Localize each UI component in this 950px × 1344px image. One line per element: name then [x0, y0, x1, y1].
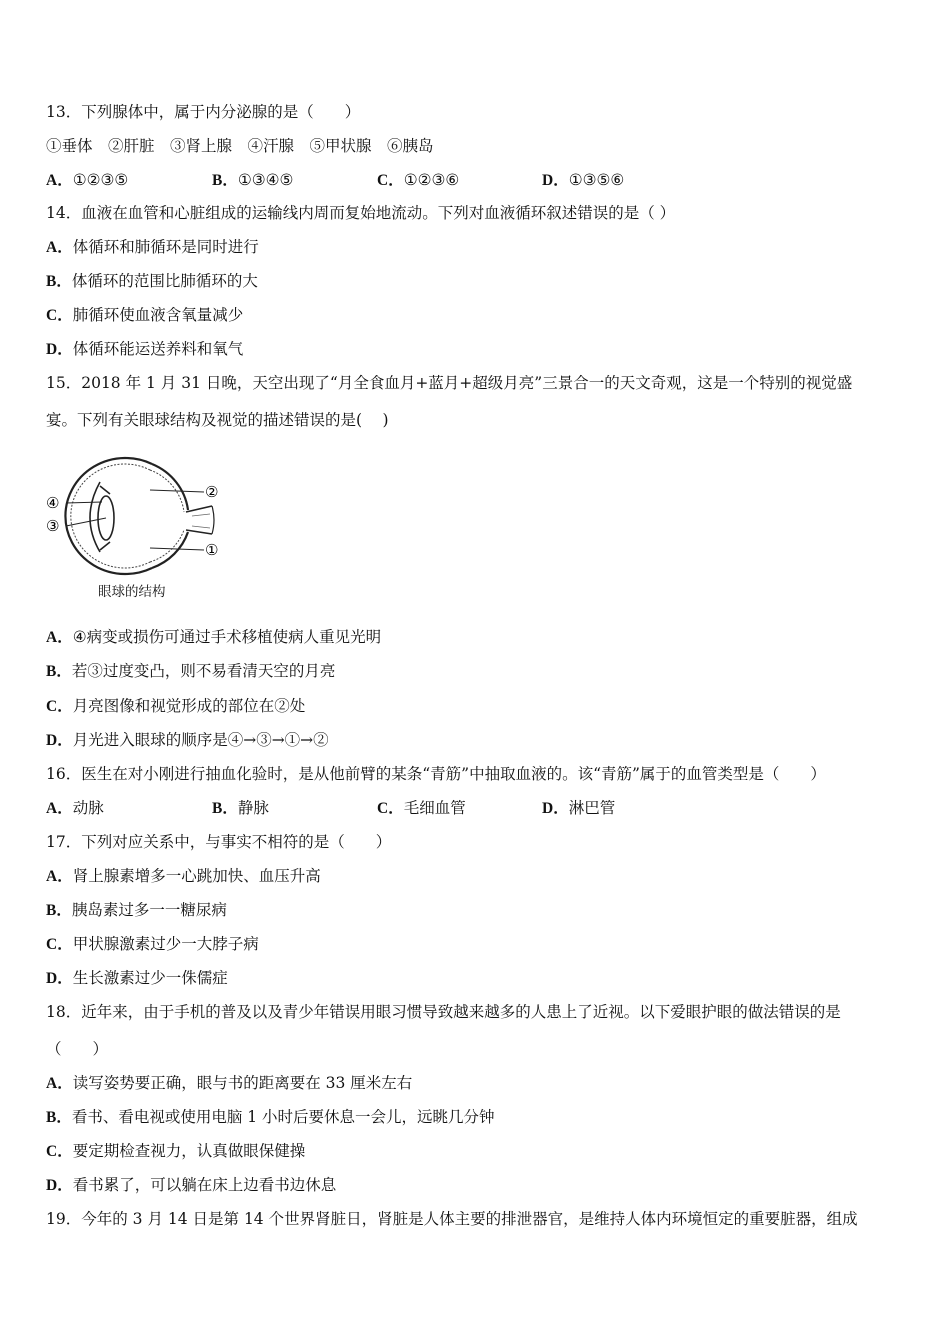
figure-caption: 眼球的结构: [98, 584, 166, 600]
q16-option-d: D．淋巴管: [542, 799, 616, 817]
q15-option-b: B．若③过度变凸，则不易看清天空的月亮: [46, 662, 336, 680]
q18-option-b: B．看书、看电视或使用电脑 1 小时后要休息一会儿，远眺几分钟: [46, 1108, 495, 1126]
eyeball-diagram: [40, 450, 240, 580]
q13-items: ①垂体 ②肝脏 ③肾上腺 ④汗腺 ⑤甲状腺 ⑥胰岛: [46, 137, 434, 155]
q17-option-c: C．甲状腺激素过少一大脖子病: [46, 935, 259, 953]
q17-option-a: A．肾上腺素增多一心跳加快、血压升高: [46, 867, 321, 885]
q16-option-c: C．毛细血管: [377, 799, 466, 817]
label-2: ②: [205, 483, 219, 501]
q13-option-c: C．①②③⑥: [377, 171, 460, 189]
retina-outline: [71, 464, 150, 568]
q17-option-d: D．生长激素过少一侏儒症: [46, 969, 228, 987]
q16-stem: 16．医生在对小刚进行抽血化验时，是从他前臂的某条“青筋”中抽取血液的。该“青筋”属于的血管类型是（ ）: [46, 765, 826, 783]
q14-option-c: C．肺循环使血液含氧量减少: [46, 306, 244, 324]
label-4: ④: [46, 494, 60, 512]
q14-option-d: D．体循环能运送养料和氧气: [46, 340, 244, 358]
q15-option-d: D．月光进入眼球的顺序是④→③→①→②: [46, 731, 329, 749]
q14-option-a: A．体循环和肺循环是同时进行: [46, 238, 259, 256]
label-3: ③: [46, 517, 60, 535]
q18-stem-line2: （ ）: [46, 1040, 109, 1058]
q15-option-a: A．④病变或损伤可通过手术移植使病人重见光明: [46, 628, 382, 646]
q14-option-b: B．体循环的范围比肺循环的大: [46, 272, 258, 290]
q18-option-d: D．看书累了，可以躺在床上边看书边休息: [46, 1176, 337, 1194]
q13-option-d: D．①③⑤⑥: [542, 171, 625, 189]
optic-nerve: [186, 506, 212, 534]
q13-option-a: A．①②③⑤: [46, 171, 129, 189]
q17-stem: 17．下列对应关系中，与事实不相符的是（ ）: [46, 833, 392, 851]
label-1: ①: [205, 541, 219, 559]
sclera-outline: [65, 458, 152, 574]
q14-stem: 14．血液在血管和心脏组成的运输线内周而复始地流动。下列对血液循环叙述错误的是（ ）: [46, 204, 676, 222]
q18-stem-line1: 18．近年来，由于手机的普及以及青少年错误用眼习惯导致越来越多的人患上了近视。以下爱眼护眼的做法错误的是: [46, 1003, 841, 1021]
q19-stem: 19．今年的 3 月 14 日是第 14 个世界肾脏日，肾脏是人体主要的排泄器官，是维持人体内环境恒定的重要脏器，组成: [46, 1210, 858, 1228]
q17-option-b: B．胰岛素过多一一糖尿病: [46, 901, 227, 919]
leader-4: [66, 502, 102, 503]
q16-option-a: A．动脉: [46, 799, 104, 817]
q15-stem-line1: 15．2018 年 1 月 31 日晚，天空出现了“月全食血月+蓝月+超级月亮”三景合一的天文奇观，这是一个特别的视觉盛: [46, 374, 853, 392]
q13-stem: 13．下列腺体中，属于内分泌腺的是（ ）: [46, 103, 361, 121]
leader-3: [66, 518, 106, 526]
q13-option-b: B．①③④⑤: [212, 171, 294, 189]
q18-option-a: A．读写姿势要正确，眼与书的距离要在 33 厘米左右: [46, 1074, 413, 1092]
q18-option-c: C．要定期检查视力，认真做眼保健操: [46, 1142, 306, 1160]
q15-stem-line2: 宴。下列有关眼球结构及视觉的描述错误的是( ): [46, 411, 389, 429]
q15-option-c: C．月亮图像和视觉形成的部位在②处: [46, 697, 306, 715]
q16-option-b: B．静脉: [212, 799, 269, 817]
